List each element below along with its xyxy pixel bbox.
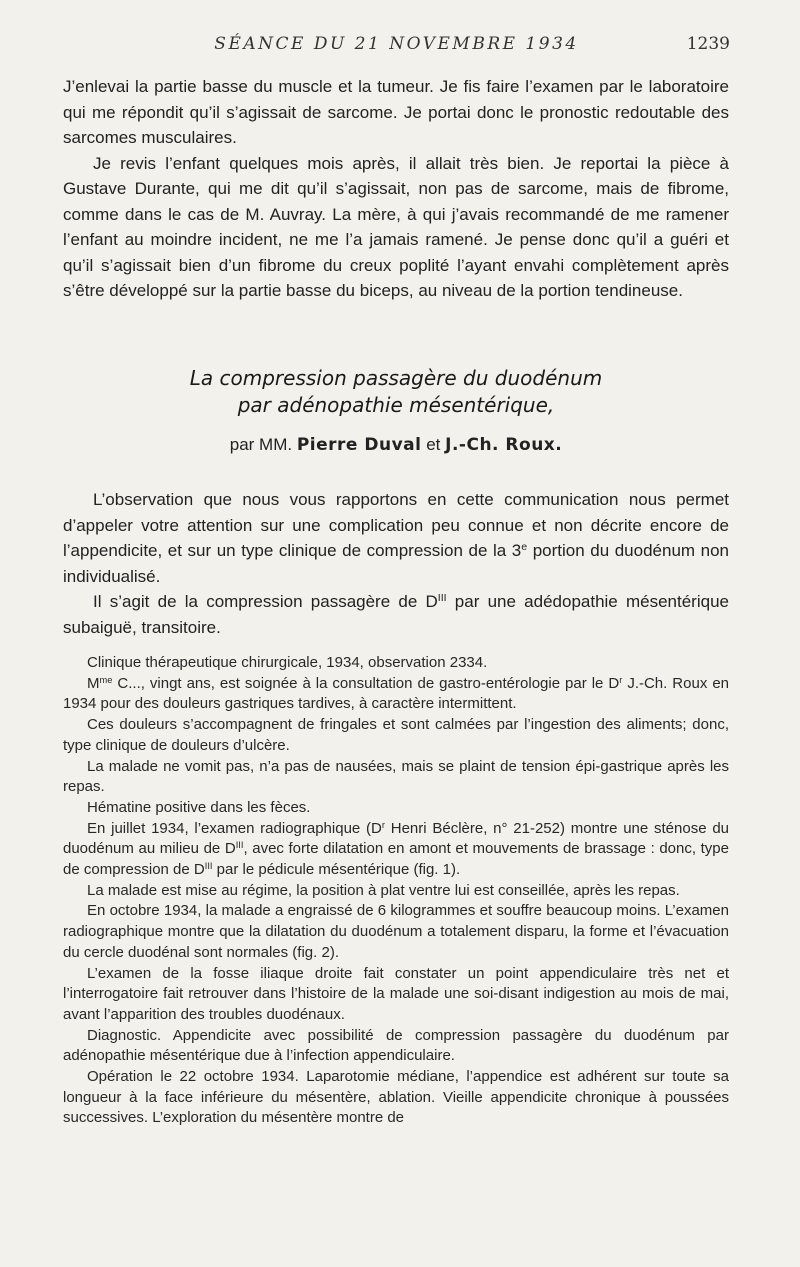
page-number: 1239 [686,34,730,54]
text-run: En juillet 1934, l’examen radiographique (D [87,819,382,837]
article-title [63,365,729,419]
superscript: me [99,674,113,685]
text-run: Henri Béclère, n° 21-252) montre une sténose du duodénum au milieu de D [63,819,730,858]
paragraph [63,487,729,589]
superscript: III [437,592,447,605]
paragraph: Je revis l’enfant quelques mois après, il allait très bien. Je reportai la pièce à Gustave Durante, qui me dit qu’il s’agissait, non pas de sarcome, mais de fibrome, comme dans le cas de M. Auvray. La mère, à qui j’avais recommandé de me ramener l’enfant au moindre incident, ne me l’a jamais ramené. Je pense donc qu’il a guéri et qu’il s’agissait bien d’un fibrome du creux poplité l’ayant envahi complètement après s’être développé sur la partie basse du biceps, au niveau de la portion tendineuse. [63,153,729,300]
byline [63,435,729,455]
article-title-line: par adénopathie mésentérique, [237,393,555,417]
paragraph [63,589,729,640]
case-observation [63,653,729,1129]
paragraph: Diagnostic. Appendicite avec possibilité de compression passagère du duodénum par adénopathie mésentérique due à l’infection appendiculaire. [63,1026,729,1065]
paragraph: La malade est mise au régime, la position à plat ventre lui est conseillée, après les repas. [87,881,680,899]
text-run: J.-Ch. Roux en 1934 pour des douleurs gastriques tardives, à caractère intermittent. [63,674,729,713]
text-run: par une adédopathie mésentérique subaiguë, transitoire. [63,592,729,637]
text-run: Il s’agit de la compression passagère de D [93,592,438,611]
paragraph: Opération le 22 octobre 1934. Laparotomie médiane, l’appendice est adhérent sur toute sa longueur à la face inférieure du mésentère, ablation. Vieille appendicite chronique à poussées successives. L’exploration du mésentère montre de [63,1068,729,1127]
author-name: Pierre Duval [296,435,422,455]
superscript: III [204,860,213,871]
paragraph: J’enlevai la partie basse du muscle et la tumeur. Je fis faire l’examen par le laboratoire qui me répondit qu’il s’agissait de sarcome. Je portai donc le pronostic redoutable des sarcomes musculaires. [63,77,729,147]
article-intro [63,487,729,640]
article-title-line: La compression passagère du duodénum [189,366,603,390]
paragraph: Ces douleurs s’accompagnent de fringales et sont calmées par l’ingestion des aliments; donc, type clinique de douleurs d’ulcère. [63,716,729,754]
paragraph: Hématine positive dans les fèces. [87,798,311,816]
text-run: , avec forte dilatation en amont et mouvements de brassage : donc, type de compression de D [63,840,729,879]
text-run: M [87,674,100,692]
author-name: J.-Ch. Roux. [445,435,563,455]
byline-prefix: par MM. [229,435,293,454]
paragraph [63,819,729,881]
text-run: portion du duodénum non individualisé. [63,541,729,586]
paragraph: La malade ne vomit pas, n’a pas de nausées, mais se plaint de tension épi-gastrique après les repas. [63,757,729,796]
paragraph: En octobre 1934, la malade a engraissé de 6 kilogrammes et souffre beaucoup moins. L’examen radiographique montre que la dilatation du duodénum a totalement disparu, la forme et l’évacuation du cercle duodénal sont normales (fig. 2). [63,902,729,961]
text-run: L’observation que nous vous rapportons en cette communication nous permet d’appeler votre attention sur une complication peu connue et non décrite encore de l’appendicite, et sur un type clinique de compression de la 3 [63,490,729,560]
superscript: r [619,674,623,685]
running-title: SÉANCE DU 21 NOVEMBRE 1934 [214,34,579,54]
superscript: III [235,840,244,851]
paragraph: L’examen de la fosse iliaque droite fait constater un point appendiculaire très net et l’interrogatoire fait retrouver dans l’histoire de la malade une soi-disant indigestion au mois de mai, avant l’apparition des troubles duodénaux. [63,964,729,1023]
text-run: par le pédicule mésentérique (fig. 1). [212,861,461,879]
continued-text [63,74,729,304]
paragraph: Clinique thérapeutique chirurgicale, 1934, observation 2334. [87,654,488,671]
paragraph [63,674,729,715]
byline-conjunction: et [426,435,441,454]
text-run: C..., vingt ans, est soignée à la consultation de gastro-entérologie par le D [112,674,620,692]
running-header [63,34,730,58]
superscript: r [381,819,385,830]
superscript: e [521,541,528,554]
